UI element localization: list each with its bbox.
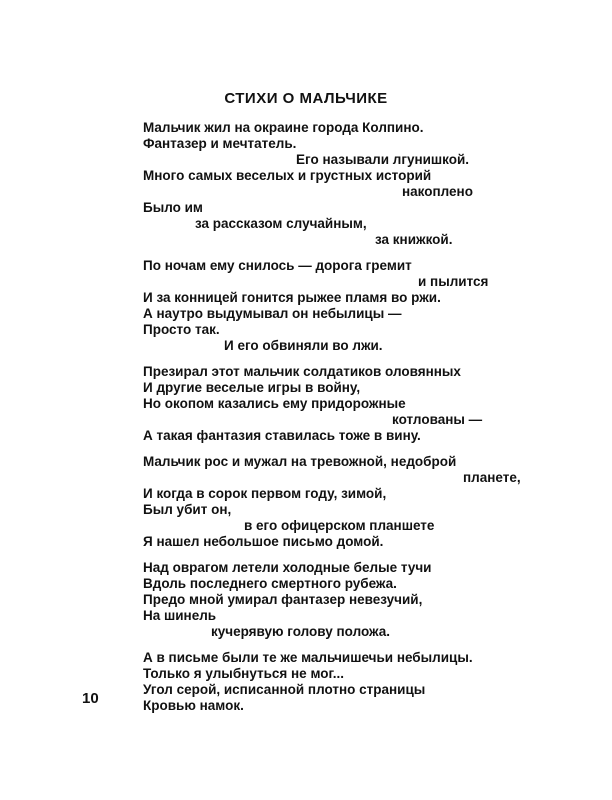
poem-line: Много самых веселых и грустных историй <box>143 168 432 183</box>
poem-line: Над оврагом летели холодные белые тучи <box>143 560 432 575</box>
poem-line: И за конницей гонится рыжее пламя во ржи. <box>143 290 441 305</box>
poem-line: И другие веселые игры в войну, <box>143 380 361 395</box>
poem-line: Мальчик жил на окраине города Колпино. <box>143 120 424 135</box>
poem-line: И когда в сорок первом году, зимой, <box>143 486 387 501</box>
poem-line: в его офицерском планшете <box>244 518 435 533</box>
poem-line: И его обвиняли во лжи. <box>224 338 383 353</box>
poem-line: На шинель <box>143 608 217 623</box>
poem-line: Было им <box>143 200 203 215</box>
poem-title: СТИХИ О МАЛЬЧИКЕ <box>224 90 388 107</box>
poem-line: Был убит он, <box>143 502 232 517</box>
poem-line: А наутро выдумывал он небылицы — <box>143 306 402 321</box>
poem-line: Его называли лгунишкой. <box>296 152 470 167</box>
poem-line: Предо мной умирал фантазер невезучий, <box>143 592 423 607</box>
poem-line: А такая фантазия ставилась тоже в вину. <box>143 428 421 443</box>
page-number: 10 <box>82 690 99 707</box>
poem-line: Вдоль последнего смертного рубежа. <box>143 576 397 591</box>
poem-line: Кровью намок. <box>143 698 244 713</box>
poem-line: Фантазер и мечтатель. <box>143 136 297 151</box>
poem-line: Только я улыбнуться не мог... <box>143 666 345 681</box>
poem-line: По ночам ему снилось — дорога гремит <box>143 258 412 273</box>
poem-line: Презирал этот мальчик солдатиков оловянных <box>143 364 461 379</box>
poem-line: и пылится <box>418 274 489 289</box>
poem-line: Я нашел небольшое письмо домой. <box>143 534 384 549</box>
poem-line: котлованы — <box>392 412 483 427</box>
poem-line: Просто так. <box>143 322 220 337</box>
poem-line: накоплено <box>402 184 473 199</box>
poem-line: А в письме были те же мальчишечьи небылицы. <box>143 650 473 665</box>
poem-line: кучерявую голову положа. <box>211 624 391 639</box>
poem-line: Но окопом казались ему придорожные <box>143 396 406 411</box>
poem-line: Мальчик рос и мужал на тревожной, недоброй <box>143 454 457 469</box>
poem-line: за рассказом случайным, <box>195 216 367 231</box>
poem-line: за книжкой. <box>375 232 453 247</box>
poem-line: планете, <box>463 470 521 485</box>
poem-line: Угол серой, исписанной плотно страницы <box>143 682 426 697</box>
